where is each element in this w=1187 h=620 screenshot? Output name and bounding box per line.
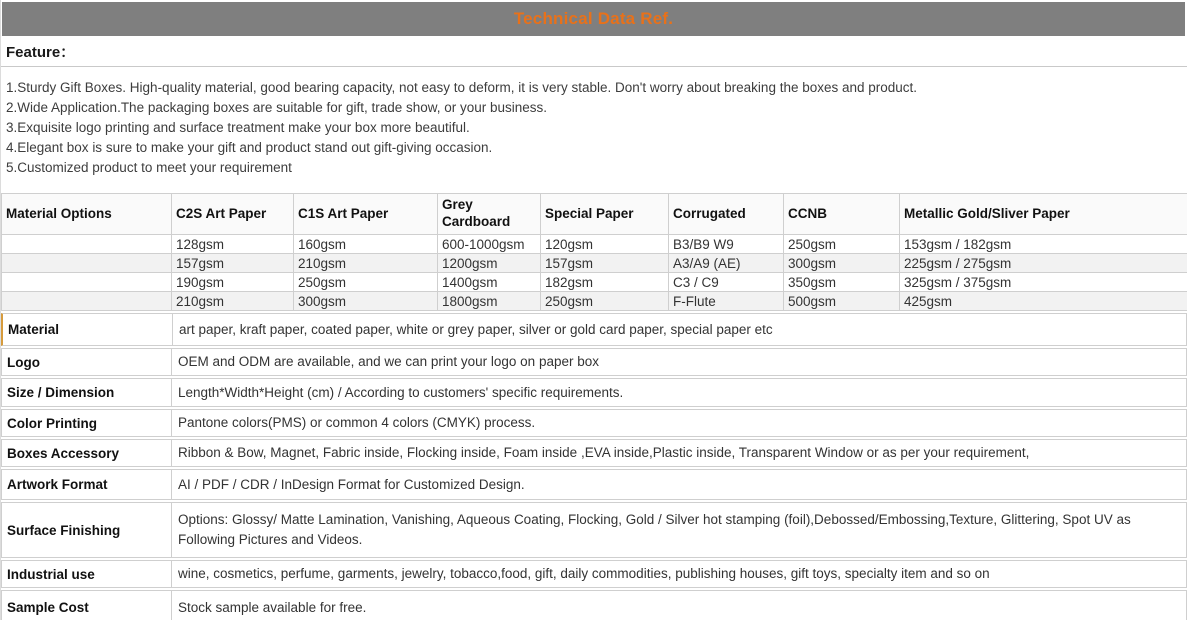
materials-row bbox=[2, 292, 1187, 311]
spec-row-label: Sample Cost bbox=[2, 591, 172, 620]
materials-row bbox=[2, 235, 1187, 254]
column-header-c2s-art-paper: C2S Art Paper bbox=[172, 194, 294, 235]
materials-cell: 210gsm bbox=[294, 254, 438, 273]
spec-row-size-dimension bbox=[1, 378, 1187, 407]
materials-cell: 425gsm bbox=[900, 292, 1187, 311]
materials-cell: 300gsm bbox=[784, 254, 900, 273]
spec-row-value: OEM and ODM are available, and we can print your logo on paper box bbox=[178, 354, 599, 369]
feature-item: 4.Elegant box is sure to make your gift and product stand out gift-giving occasion. bbox=[6, 140, 493, 155]
materials-cell: 210gsm bbox=[172, 292, 294, 311]
materials-cell: 1200gsm bbox=[438, 254, 541, 273]
spec-row-value: art paper, kraft paper, coated paper, white or grey paper, silver or gold card paper, special paper etc bbox=[179, 321, 773, 337]
feature-item: 5.Customized product to meet your requirement bbox=[6, 160, 292, 175]
feature-item: 2.Wide Application.The packaging boxes are suitable for gift, trade show, or your business. bbox=[6, 100, 548, 115]
materials-cell bbox=[2, 273, 172, 292]
materials-cell: 160gsm bbox=[294, 235, 438, 254]
materials-cell: 250gsm bbox=[541, 292, 669, 311]
feature-heading: Feature： bbox=[1, 36, 1187, 67]
column-header-special-paper: Special Paper bbox=[541, 194, 669, 235]
spec-row-value: wine, cosmetics, perfume, garments, jewelry, tobacco,food, gift, daily commodities, publishing houses, gift toys, specialty item and so on bbox=[178, 566, 990, 581]
materials-cell: 128gsm bbox=[172, 235, 294, 254]
materials-cell: 1800gsm bbox=[438, 292, 541, 311]
spec-table bbox=[1, 313, 1187, 620]
spec-row-value: AI / PDF / CDR / InDesign Format for Customized Design. bbox=[178, 476, 525, 492]
spec-row-value: Options: Glossy/ Matte Lamination, Vanishing, Aqueous Coating, Flocking, Gold / Silver hot stamping (foil),Debossed/Embossing,Texture, Glittering, Spot UV as Following Pictures and Videos. bbox=[178, 512, 1131, 547]
materials-cell: B3/B9 W9 bbox=[669, 235, 784, 254]
materials-cell: 153gsm / 182gsm bbox=[900, 235, 1187, 254]
column-header-material-options: Material Options bbox=[2, 194, 172, 235]
spec-row-label: Material bbox=[3, 314, 173, 345]
column-header-metallic-paper: Metallic Gold/Sliver Paper bbox=[900, 194, 1187, 235]
spec-row-label: Boxes Accessory bbox=[2, 440, 172, 466]
spec-row-label: Industrial use bbox=[2, 561, 172, 587]
feature-item: 3.Exquisite logo printing and surface treatment make your box more beautiful. bbox=[6, 120, 470, 135]
materials-cell bbox=[2, 292, 172, 311]
spec-row-label: Color Printing bbox=[2, 410, 172, 436]
materials-cell bbox=[2, 235, 172, 254]
spec-row-label: Surface Finishing bbox=[2, 503, 172, 557]
materials-cell bbox=[2, 254, 172, 273]
spec-row-sample-cost bbox=[1, 590, 1187, 620]
spec-row-color-printing bbox=[1, 409, 1187, 437]
materials-cell: 300gsm bbox=[294, 292, 438, 311]
materials-cell: 600-1000gsm bbox=[438, 235, 541, 254]
spec-row-value: Stock sample available for free. bbox=[178, 599, 367, 615]
spec-row-material bbox=[1, 313, 1187, 346]
materials-cell: 190gsm bbox=[172, 273, 294, 292]
materials-table bbox=[1, 193, 1187, 311]
materials-cell: F-Flute bbox=[669, 292, 784, 311]
spec-row-industrial-use bbox=[1, 560, 1187, 588]
materials-cell: C3 / C9 bbox=[669, 273, 784, 292]
spec-row-artwork-format bbox=[1, 469, 1187, 500]
materials-cell: 250gsm bbox=[784, 235, 900, 254]
materials-cell: 157gsm bbox=[172, 254, 294, 273]
spec-row-boxes-accessory bbox=[1, 439, 1187, 467]
spec-row-value: Length*Width*Height (cm) / According to customers' specific requirements. bbox=[178, 384, 624, 400]
spec-row-label: Logo bbox=[2, 349, 172, 375]
title-bar bbox=[2, 2, 1185, 36]
column-header-ccnb: CCNB bbox=[784, 194, 900, 235]
materials-cell: 182gsm bbox=[541, 273, 669, 292]
materials-row bbox=[2, 273, 1187, 292]
materials-cell: 157gsm bbox=[541, 254, 669, 273]
materials-cell: A3/A9 (AE) bbox=[669, 254, 784, 273]
materials-cell: 325gsm / 375gsm bbox=[900, 273, 1187, 292]
spec-row-value: Ribbon & Bow, Magnet, Fabric inside, Flocking inside, Foam inside ,EVA inside,Plastic inside, Transparent Window or as per your requirement, bbox=[178, 445, 1030, 460]
spec-row-logo bbox=[1, 348, 1187, 376]
materials-cell: 500gsm bbox=[784, 292, 900, 311]
column-header-grey-cardboard: Grey Cardboard bbox=[438, 194, 541, 235]
materials-cell: 120gsm bbox=[541, 235, 669, 254]
page-title: Technical Data Ref. bbox=[513, 9, 674, 28]
materials-row bbox=[2, 254, 1187, 273]
materials-header-row bbox=[2, 194, 1187, 235]
feature-item: 1.Sturdy Gift Boxes. High-quality material, good bearing capacity, not easy to deform, it is very stable. Don't worry about breaking the boxes and product. bbox=[6, 80, 918, 95]
spec-row-surface-finishing bbox=[1, 502, 1187, 558]
materials-cell: 1400gsm bbox=[438, 273, 541, 292]
feature-list bbox=[1, 67, 1187, 186]
spec-row-label: Artwork Format bbox=[2, 470, 172, 499]
spec-row-value: Pantone colors(PMS) or common 4 colors (CMYK) process. bbox=[178, 415, 536, 430]
materials-cell: 350gsm bbox=[784, 273, 900, 292]
materials-cell: 225gsm / 275gsm bbox=[900, 254, 1187, 273]
materials-cell: 250gsm bbox=[294, 273, 438, 292]
spec-row-label: Size / Dimension bbox=[2, 379, 172, 406]
column-header-corrugated: Corrugated bbox=[669, 194, 784, 235]
column-header-c1s-art-paper: C1S Art Paper bbox=[294, 194, 438, 235]
